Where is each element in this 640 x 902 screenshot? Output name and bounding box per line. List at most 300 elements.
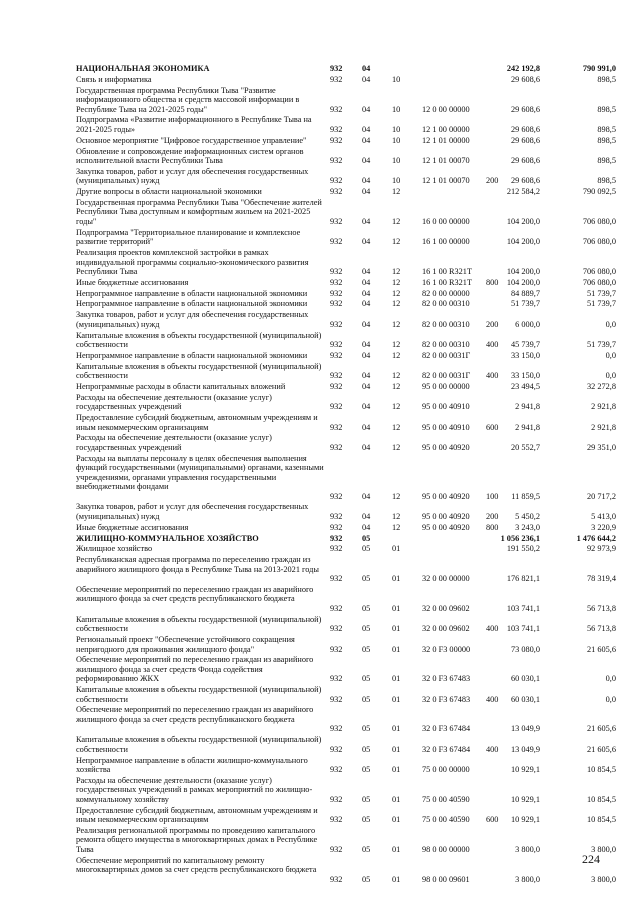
item-name: Предоставление субсидий бюджетным, автономным учреждениям и иным некоммерческим организациям [76, 413, 318, 432]
section-code: 04 [362, 402, 371, 412]
expense-type-code: 200 [486, 176, 499, 186]
table-row [0, 393, 640, 412]
target-article-code: 32 0 F3 67484 [422, 744, 471, 754]
amount-year-2: 92 973,9 [586, 544, 616, 554]
subsection-code: 12 [392, 422, 401, 432]
item-name: Непрограммное направление в области национальной экономики [76, 288, 308, 298]
target-article-code: 12 1 01 00000 [422, 135, 470, 145]
amount-year-2: 10 854,5 [586, 815, 616, 825]
subsection-code: 01 [392, 603, 401, 613]
section-code: 05 [362, 815, 371, 825]
admin-code: 932 [330, 237, 343, 247]
subsection-code: 01 [392, 574, 401, 584]
subsection-code: 01 [392, 844, 401, 854]
target-article-code: 95 0 00 40920 [422, 491, 470, 501]
amount-year-2: 898,5 [597, 104, 616, 114]
amount-year-2: 1 476 644,2 [576, 533, 616, 543]
admin-code: 932 [330, 815, 343, 825]
item-name: Государственная программа Республики Тыва "Обеспечение жителей Республики Тыва доступным и комфортным жильем на 2021-2025 годы" [76, 197, 322, 226]
section-code: 05 [362, 694, 371, 704]
amount-year-1: 242 192,8 [506, 64, 540, 73]
amount-year-2: 706 080,0 [582, 267, 616, 276]
admin-code: 932 [330, 874, 343, 884]
section-header-row [0, 64, 640, 74]
amount-year-1: 1 056 236,1 [500, 533, 540, 543]
section-code: 04 [362, 104, 371, 114]
target-article-code: 16 0 00 00000 [422, 216, 470, 226]
admin-code: 932 [330, 350, 343, 360]
section-code: 04 [362, 176, 371, 186]
amount-year-2: 706 080,0 [582, 277, 616, 287]
item-name: НАЦИОНАЛЬНАЯ ЭКОНОМИКА [76, 64, 210, 73]
amount-year-1: 11 859,5 [511, 491, 540, 501]
amount-year-2: 29 351,0 [586, 442, 616, 452]
amount-year-1: 2 941,8 [515, 402, 540, 412]
table-row [0, 433, 640, 452]
amount-year-2: 3 800,0 [591, 874, 616, 884]
target-article-code: 32 0 F3 00000 [422, 644, 471, 654]
table-row [0, 635, 640, 654]
target-article-code: 95 0 00 40920 [422, 442, 470, 452]
amount-year-2: 3 220,9 [591, 522, 616, 532]
item-name: Республиканская адресная программа по переселению граждан из аварийного жилищного фонда в Республике Тыва на 2013-2021 годы [76, 555, 319, 574]
expense-type-code: 400 [486, 694, 499, 704]
section-code: 04 [362, 371, 371, 381]
subsection-code: 10 [392, 135, 401, 145]
table-row [0, 806, 640, 825]
section-code: 04 [362, 340, 371, 349]
subsection-code: 10 [392, 156, 401, 165]
page-number: 224 [582, 852, 600, 866]
target-article-code: 32 0 00 09602 [422, 624, 470, 634]
amount-year-2: 56 713,8 [586, 624, 616, 634]
item-name: Подпрограмма "Территориальное планирование и комплексное развитие территорий" [76, 227, 301, 247]
admin-code: 932 [330, 267, 343, 276]
section-code: 05 [362, 603, 371, 613]
table-row [0, 502, 640, 521]
admin-code: 932 [330, 402, 343, 412]
subsection-code: 01 [392, 744, 401, 754]
amount-year-1: 3 800,0 [515, 874, 540, 884]
amount-year-1: 6 000,0 [515, 319, 540, 329]
amount-year-2: 0,0 [605, 674, 616, 684]
admin-code: 932 [330, 544, 343, 554]
table-row [0, 382, 640, 392]
subsection-code: 10 [392, 176, 401, 186]
table-row [0, 86, 640, 115]
section-code: 04 [362, 522, 371, 532]
item-name: Непрограммное направление в области национальной экономики [76, 299, 308, 309]
amount-year-1: 33 150,0 [510, 350, 540, 360]
admin-code: 932 [330, 216, 343, 226]
amount-year-2: 2 921,8 [591, 402, 616, 412]
admin-code: 932 [330, 765, 343, 774]
amount-year-1: 2 941,8 [515, 422, 540, 432]
subsection-code: 12 [392, 350, 401, 360]
expense-type-code: 400 [486, 371, 499, 381]
amount-year-2: 898,5 [597, 135, 616, 145]
subsection-code: 12 [392, 381, 401, 391]
table-row [0, 454, 640, 502]
expense-type-code: 600 [486, 422, 499, 432]
subsection-code: 12 [392, 491, 401, 501]
subsection-code: 01 [392, 794, 401, 804]
item-name: Капитальные вложения в объекты государственной (муниципальной) собственности [76, 361, 322, 381]
section-code: 05 [362, 844, 371, 854]
target-article-code: 82 0 00 00310 [422, 340, 470, 349]
table-row [0, 776, 640, 805]
subsection-code: 12 [392, 442, 401, 452]
amount-year-1: 104 200,0 [506, 267, 540, 276]
table-row [0, 685, 640, 704]
item-name: Капитальные вложения в объекты государственной (муниципальной) собственности [76, 330, 322, 349]
item-name: Обновление и сопровождение информационных систем органов исполнительной власти Республики Тыва [76, 146, 304, 165]
admin-code: 932 [330, 522, 343, 532]
section-code: 05 [362, 794, 371, 804]
target-article-code: 32 0 F3 67483 [422, 694, 471, 704]
amount-year-1: 13 049,9 [510, 744, 540, 754]
admin-code: 932 [330, 624, 343, 634]
target-article-code: 82 0 00 0031Г [422, 371, 471, 381]
item-name: Жилищное хозяйство [76, 544, 153, 554]
item-name: Расходы на обеспечение деятельности (оказание услуг) государственных учреждений [76, 433, 272, 452]
subsection-code: 12 [392, 319, 401, 329]
amount-year-1: 33 150,0 [510, 371, 540, 381]
amount-year-2: 706 080,0 [582, 216, 616, 226]
admin-code: 932 [330, 694, 343, 704]
section-code: 04 [362, 124, 371, 134]
section-code: 04 [362, 288, 371, 298]
admin-code: 932 [330, 724, 343, 734]
target-article-code: 98 0 00 00000 [422, 844, 470, 854]
admin-code: 932 [330, 371, 343, 381]
item-name: Обеспечение мероприятий по капитальному ремонту многоквартирных домов за счет средств республиканского бюджета [76, 855, 317, 875]
table-row [0, 756, 640, 775]
table-row [0, 615, 640, 634]
item-name: Региональный проект "Обеспечение устойчивого сокращения непригодного для проживания жилищного фонда" [76, 635, 295, 654]
item-name: Непрограммное направление в области жилищно-коммунального хозяйства [76, 755, 308, 774]
amount-year-2: 32 272,8 [586, 381, 616, 391]
amount-year-2: 10 854,5 [586, 794, 616, 804]
amount-year-1: 104 200,0 [506, 277, 540, 287]
subsection-code: 01 [392, 544, 401, 554]
subsection-code: 10 [392, 74, 401, 84]
subsection-code: 01 [392, 724, 401, 734]
subsection-code: 12 [392, 340, 401, 349]
table-row [0, 331, 640, 350]
item-name: Другие вопросы в области национальной экономики [76, 187, 262, 197]
amount-year-1: 29 608,6 [510, 156, 540, 165]
amount-year-1: 29 608,6 [510, 176, 540, 186]
admin-code: 932 [330, 340, 343, 349]
admin-code: 932 [330, 381, 343, 391]
amount-year-1: 104 200,0 [506, 237, 540, 247]
table-row [0, 136, 640, 146]
item-name: Непрограммные расходы в области капитальных вложений [76, 381, 286, 391]
table-row [0, 228, 640, 247]
section-code: 05 [362, 874, 371, 884]
table-row [0, 248, 640, 277]
table-row [0, 75, 640, 85]
table-row [0, 362, 640, 381]
admin-code: 932 [330, 644, 343, 654]
item-name: Непрограммное направление в области национальной экономики [76, 350, 308, 360]
item-name: ЖИЛИЩНО-КОММУНАЛЬНОЕ ХОЗЯЙСТВО [76, 533, 259, 543]
item-name: Связь и информатика [76, 74, 152, 84]
admin-code: 932 [330, 187, 343, 197]
subsection-code: 10 [392, 104, 401, 114]
target-article-code: 75 0 00 00000 [422, 765, 470, 774]
section-code: 04 [362, 267, 371, 276]
section-code: 04 [362, 381, 371, 391]
target-article-code: 82 0 00 0031Г [422, 350, 471, 360]
amount-year-1: 60 030,1 [510, 694, 540, 704]
amount-year-1: 73 080,0 [510, 644, 540, 654]
target-article-code: 75 0 00 40590 [422, 794, 470, 804]
subsection-code: 10 [392, 124, 401, 134]
amount-year-2: 898,5 [597, 156, 616, 165]
amount-year-2: 898,5 [597, 124, 616, 134]
amount-year-1: 29 608,6 [510, 135, 540, 145]
amount-year-1: 3 800,0 [515, 844, 540, 854]
table-row [0, 705, 640, 734]
table-row [0, 115, 640, 134]
subsection-code: 12 [392, 522, 401, 532]
amount-year-1: 104 200,0 [506, 216, 540, 226]
amount-year-2: 790 991,0 [582, 64, 616, 73]
section-code: 04 [362, 511, 371, 521]
admin-code: 932 [330, 319, 343, 329]
item-name: Предоставление субсидий бюджетным, автономным учреждениям и иным некоммерческим организациям [76, 805, 318, 825]
amount-year-1: 212 584,2 [506, 187, 540, 197]
section-code: 05 [362, 765, 371, 774]
amount-year-1: 13 049,9 [510, 724, 540, 734]
amount-year-2: 2 921,8 [591, 422, 616, 432]
admin-code: 932 [330, 299, 343, 309]
table-row [0, 523, 640, 533]
amount-year-1: 60 030,1 [510, 674, 540, 684]
amount-year-2: 51 739,7 [586, 299, 616, 309]
item-name: Расходы на обеспечение деятельности (оказание услуг) государственных учреждений в рамках мероприятий по жилищно-коммунальному хозяйству [76, 775, 313, 804]
subsection-code: 01 [392, 874, 401, 884]
amount-year-2: 0,0 [605, 319, 616, 329]
section-code: 04 [362, 187, 371, 197]
target-article-code: 32 0 00 00000 [422, 574, 470, 584]
amount-year-2: 51 739,7 [586, 288, 616, 298]
admin-code: 932 [330, 288, 343, 298]
table-row [0, 655, 640, 684]
amount-year-2: 20 717,2 [586, 491, 616, 501]
expense-type-code: 200 [486, 319, 499, 329]
item-name: Капитальные вложения в объекты государственной (муниципальной) собственности [76, 614, 322, 634]
amount-year-1: 191 550,2 [506, 544, 540, 554]
amount-year-2: 706 080,0 [582, 237, 616, 247]
admin-code: 932 [330, 674, 343, 684]
subsection-code: 12 [392, 187, 401, 197]
admin-code: 932 [330, 744, 343, 754]
section-code: 04 [362, 299, 371, 309]
amount-year-1: 29 608,6 [510, 104, 540, 114]
section-code: 04 [362, 216, 371, 226]
item-name: Закупка товаров, работ и услуг для обеспечения государственных (муниципальных) нужд [76, 502, 309, 521]
target-article-code: 95 0 00 40910 [422, 402, 470, 412]
subsection-code: 01 [392, 765, 401, 774]
section-code: 05 [362, 544, 371, 554]
amount-year-1: 3 243,0 [515, 522, 540, 532]
amount-year-1: 10 929,1 [510, 794, 540, 804]
amount-year-2: 0,0 [605, 694, 616, 704]
amount-year-1: 45 739,7 [510, 340, 540, 349]
table-row [0, 198, 640, 227]
section-code: 04 [362, 277, 371, 287]
target-article-code: 98 0 00 09601 [422, 874, 470, 884]
table-row [0, 544, 640, 554]
section-code: 04 [362, 491, 371, 501]
admin-code: 932 [330, 794, 343, 804]
target-article-code: 12 1 00 00000 [422, 124, 470, 134]
expense-type-code: 400 [486, 340, 499, 349]
amount-year-2: 3 800,0 [591, 844, 616, 854]
item-name: Капитальные вложения в объекты государственной (муниципальной) собственности [76, 735, 322, 754]
expense-type-code: 400 [486, 744, 499, 754]
section-code: 04 [362, 135, 371, 145]
table-row [0, 555, 640, 584]
admin-code: 932 [330, 442, 343, 452]
amount-year-2: 21 605,6 [586, 744, 616, 754]
subsection-code: 12 [392, 299, 401, 309]
target-article-code: 32 0 F3 67484 [422, 724, 471, 734]
target-article-code: 32 0 F3 67483 [422, 674, 471, 684]
subsection-code: 01 [392, 644, 401, 654]
table-row [0, 351, 640, 361]
subsection-code: 01 [392, 674, 401, 684]
table-row [0, 299, 640, 309]
section-code: 04 [362, 442, 371, 452]
target-article-code: 32 0 00 09602 [422, 603, 470, 613]
amount-year-2: 898,5 [597, 176, 616, 186]
target-article-code: 95 0 00 00000 [422, 381, 470, 391]
subsection-code: 12 [392, 216, 401, 226]
admin-code: 932 [330, 135, 343, 145]
section-code: 05 [362, 724, 371, 734]
target-article-code: 75 0 00 40590 [422, 815, 470, 825]
item-name: Реализация проектов комплексной застройки в рамках индивидуальной программы социально-экономического развития Республики Тыва [76, 248, 309, 276]
target-article-code: 95 0 00 40920 [422, 522, 470, 532]
expense-type-code: 800 [486, 277, 499, 287]
table-row [0, 147, 640, 166]
item-name: Подпрограмма «Развитие информационного в Республике Тыва на 2021-2025 годы» [76, 115, 312, 134]
item-name: Иные бюджетные ассигнования [76, 522, 189, 532]
table-row [0, 289, 640, 299]
target-article-code: 12 1 01 00070 [422, 176, 470, 186]
section-code: 05 [362, 624, 371, 634]
section-code: 04 [362, 422, 371, 432]
amount-year-1: 29 608,6 [510, 124, 540, 134]
expense-type-code: 200 [486, 511, 499, 521]
table-row [0, 856, 640, 885]
amount-year-1: 23 494,5 [510, 381, 540, 391]
admin-code: 932 [330, 64, 343, 73]
amount-year-1: 51 739,7 [510, 299, 540, 309]
amount-year-2: 10 854,5 [586, 765, 616, 774]
item-name: Обеспечение мероприятий по переселению граждан из аварийного жилищного фонда за счет средств республиканского бюджета [76, 584, 314, 604]
admin-code: 932 [330, 176, 343, 186]
section-code: 04 [362, 64, 371, 73]
item-name: Закупка товаров, работ и услуг для обеспечения государственных (муниципальных) нужд [76, 310, 309, 329]
target-article-code: 82 0 00 00000 [422, 288, 470, 298]
section-code: 04 [362, 350, 371, 360]
section-code: 04 [362, 319, 371, 329]
expense-type-code: 600 [486, 815, 499, 825]
subsection-code: 12 [392, 402, 401, 412]
expense-type-code: 400 [486, 624, 499, 634]
section-code: 04 [362, 156, 371, 165]
admin-code: 932 [330, 844, 343, 854]
subsection-code: 01 [392, 694, 401, 704]
admin-code: 932 [330, 104, 343, 114]
amount-year-1: 29 608,6 [510, 74, 540, 84]
amount-year-1: 103 741,1 [506, 603, 540, 613]
item-name: Расходы на обеспечение деятельности (оказание услуг) государственных учреждений [76, 392, 272, 412]
target-article-code: 82 0 00 00310 [422, 299, 470, 309]
table-row [0, 413, 640, 432]
amount-year-2: 51 739,7 [586, 340, 616, 349]
target-article-code: 12 0 00 00000 [422, 104, 470, 114]
subsection-code: 12 [392, 267, 401, 276]
amount-year-1: 176 821,1 [506, 574, 540, 584]
amount-year-1: 103 741,1 [506, 624, 540, 634]
item-name: Закупка товаров, работ и услуг для обеспечения государственных (муниципальных) нужд [76, 166, 309, 186]
item-name: Реализация региональной программы по проведению капитального ремонта общего имущества в многоквартирных домах в Республике Тыва [76, 825, 318, 854]
target-article-code: 95 0 00 40920 [422, 511, 470, 521]
amount-year-2: 0,0 [605, 350, 616, 360]
section-code: 04 [362, 237, 371, 247]
amount-year-2: 78 319,4 [586, 574, 616, 584]
subsection-code: 01 [392, 815, 401, 825]
item-name: Обеспечение мероприятий по переселению граждан из аварийного жилищного фонда за счет средств республиканского бюджета [76, 705, 314, 724]
admin-code: 932 [330, 277, 343, 287]
admin-code: 932 [330, 156, 343, 165]
target-article-code: 82 0 00 00310 [422, 319, 470, 329]
target-article-code: 16 1 00 R321Т [422, 277, 473, 287]
section-code: 05 [362, 674, 371, 684]
amount-year-2: 5 413,0 [591, 511, 616, 521]
target-article-code: 95 0 00 40910 [422, 422, 470, 432]
amount-year-2: 790 092,5 [582, 187, 616, 197]
admin-code: 932 [330, 511, 343, 521]
subsection-code: 12 [392, 288, 401, 298]
amount-year-1: 10 929,1 [510, 815, 540, 825]
item-name: Капитальные вложения в объекты государственной (муниципальной) собственности [76, 685, 322, 704]
section-code: 05 [362, 574, 371, 584]
subsection-code: 12 [392, 511, 401, 521]
item-name: Основное мероприятие "Цифровое государственное управление" [76, 135, 307, 145]
subsection-code: 01 [392, 624, 401, 634]
target-article-code: 16 1 00 R321Т [422, 267, 473, 276]
item-name: Иные бюджетные ассигнования [76, 277, 189, 287]
item-name: Расходы на выплаты персоналу в целях обеспечения выполнения функций государственными (муниципальными) органами, казенными учреждениями, органами управления государственными внебюджетными фондами [76, 453, 324, 492]
table-row [0, 278, 640, 288]
subsection-code: 12 [392, 237, 401, 247]
amount-year-1: 20 552,7 [510, 442, 540, 452]
section-code: 04 [362, 74, 371, 84]
admin-code: 932 [330, 603, 343, 613]
table-row [0, 585, 640, 614]
admin-code: 932 [330, 422, 343, 432]
target-article-code: 16 1 00 00000 [422, 237, 470, 247]
item-name: Государственная программа Республики Тыва "Развитие информационного общества и средств массовой информации в Республике Тыва на 2021-2025 годы" [76, 85, 300, 114]
table-row [0, 187, 640, 197]
